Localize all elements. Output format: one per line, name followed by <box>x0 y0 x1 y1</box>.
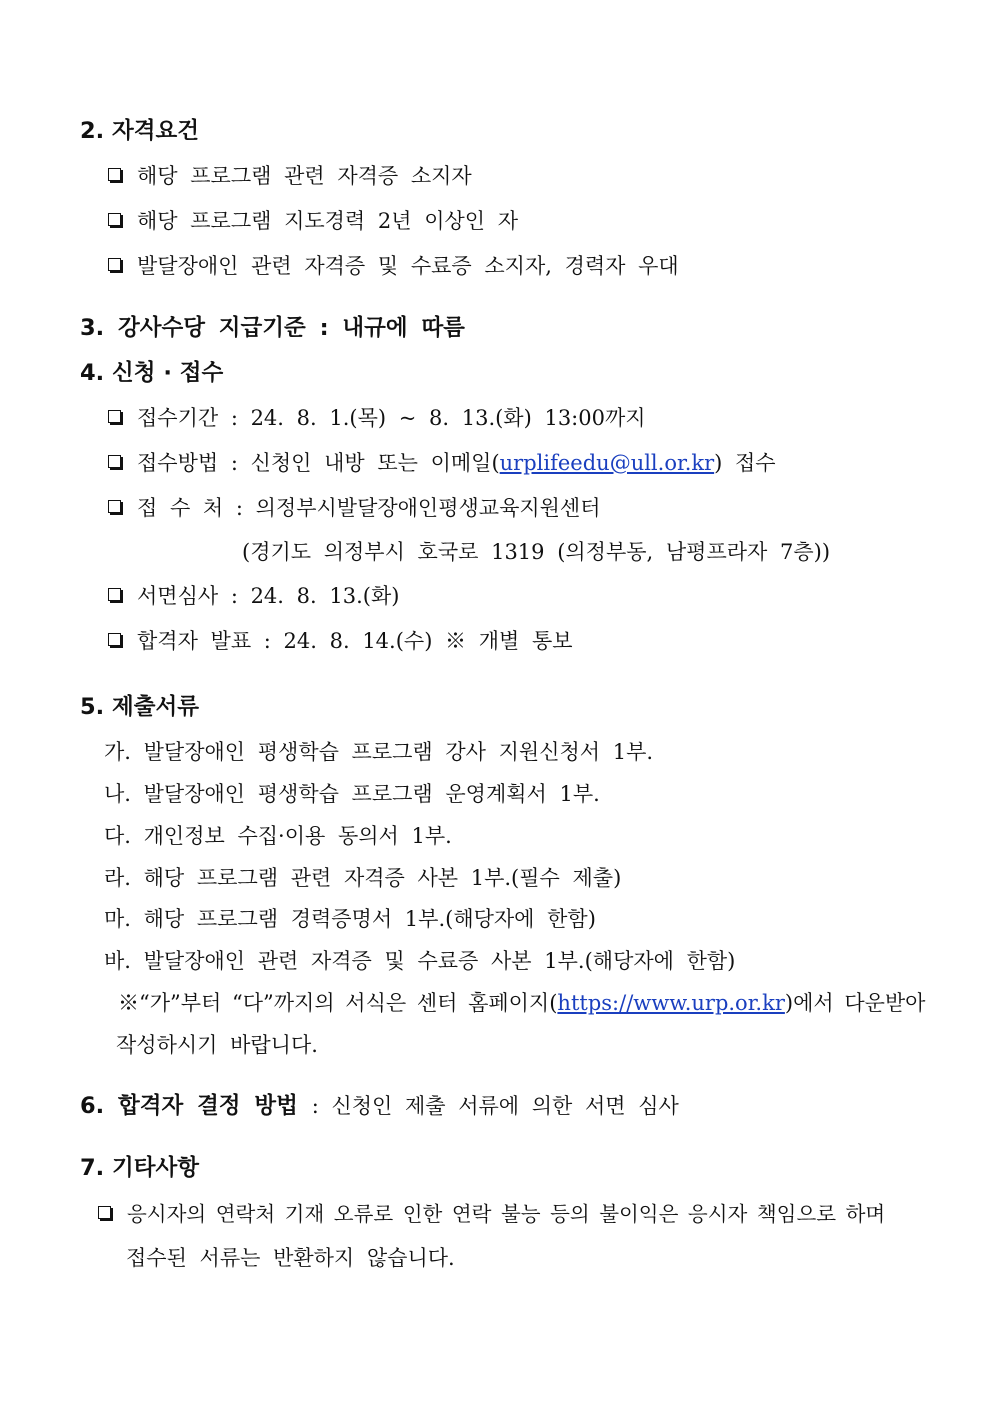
checkbox-bullet-icon <box>108 455 121 468</box>
sec4-review: 서면심사 : 24. 8. 13.(화) <box>108 581 399 611</box>
checkbox-bullet-icon <box>108 500 121 513</box>
homepage-link[interactable]: https://www.urp.or.kr <box>557 991 785 1015</box>
section-6-title: 6. 합격자 결정 방법 <box>80 1093 298 1119</box>
sec5-item-1: 가. 발달장애인 평생학습 프로그램 강사 지원신청서 1부. <box>104 740 654 764</box>
section-5-title: 5. 제출서류 <box>80 694 199 720</box>
section-4-title: 4. 신청 · 접수 <box>80 360 224 386</box>
sec5-item-4: 라. 해당 프로그램 관련 자격증 사본 1부.(필수 제출) <box>104 866 622 890</box>
sec5-item-2: 나. 발달장애인 평생학습 프로그램 운영계획서 1부. <box>104 782 600 806</box>
section-3-title: 3. 강사수당 지급기준 : 내규에 따름 <box>80 315 465 341</box>
section-6-desc: : 신청인 제출 서류에 의한 서면 심사 <box>311 1094 679 1118</box>
sec5-item-3: 다. 개인정보 수집·이용 동의서 1부. <box>104 824 452 848</box>
checkbox-bullet-icon <box>108 168 121 181</box>
sec4-announce: 합격자 발표 : 24. 8. 14.(수) ※ 개별 통보 <box>108 626 573 656</box>
sec4-place: 접 수 처 : 의정부시발달장애인평생교육지원센터 <box>108 493 601 523</box>
sec4-address: (경기도 의정부시 호국로 1319 (의정부동, 남평프라자 7층)) <box>242 540 831 564</box>
sec4-method: 접수방법 : 신청인 내방 또는 이메일(urplifeedu@ull.or.kr) 접수 <box>108 448 776 478</box>
checkbox-bullet-icon <box>108 213 121 226</box>
sec5-note: ※“가”부터 “다”까지의 서식은 센터 홈페이지(https://www.urp.or.kr)에서 다운받아 <box>118 991 926 1015</box>
sec7-line-1: 응시자의 연락처 기재 오류로 인한 연락 불능 등의 불이익은 응시자 책임으로 하며 <box>98 1199 885 1229</box>
sec2-item-2: 해당 프로그램 지도경력 2년 이상인 자 <box>108 206 518 236</box>
checkbox-bullet-icon <box>98 1206 111 1219</box>
checkbox-bullet-icon <box>108 633 121 646</box>
sec5-note-line2: 작성하시기 바랍니다. <box>116 1033 318 1057</box>
section-2-title: 2. 자격요건 <box>80 118 199 144</box>
sec5-item-6: 바. 발달장애인 관련 자격증 및 수료증 사본 1부.(해당자에 한함) <box>104 949 736 973</box>
section-6 <box>80 1091 679 1121</box>
sec5-item-5: 마. 해당 프로그램 경력증명서 1부.(해당자에 한함) <box>104 907 596 931</box>
sec2-item-3: 발달장애인 관련 자격증 및 수료증 소지자, 경력자 우대 <box>108 251 679 281</box>
checkbox-bullet-icon <box>108 410 121 423</box>
checkbox-bullet-icon <box>108 258 121 271</box>
email-link[interactable]: urplifeedu@ull.or.kr <box>499 451 715 475</box>
checkbox-bullet-icon <box>108 588 121 601</box>
section-7-title: 7. 기타사항 <box>80 1155 199 1181</box>
sec4-period: 접수기간 : 24. 8. 1.(목) ~ 8. 13.(화) 13:00까지 <box>108 403 646 433</box>
sec7-line-2: 접수된 서류는 반환하지 않습니다. <box>126 1246 455 1270</box>
sec2-item-1: 해당 프로그램 관련 자격증 소지자 <box>108 161 472 191</box>
